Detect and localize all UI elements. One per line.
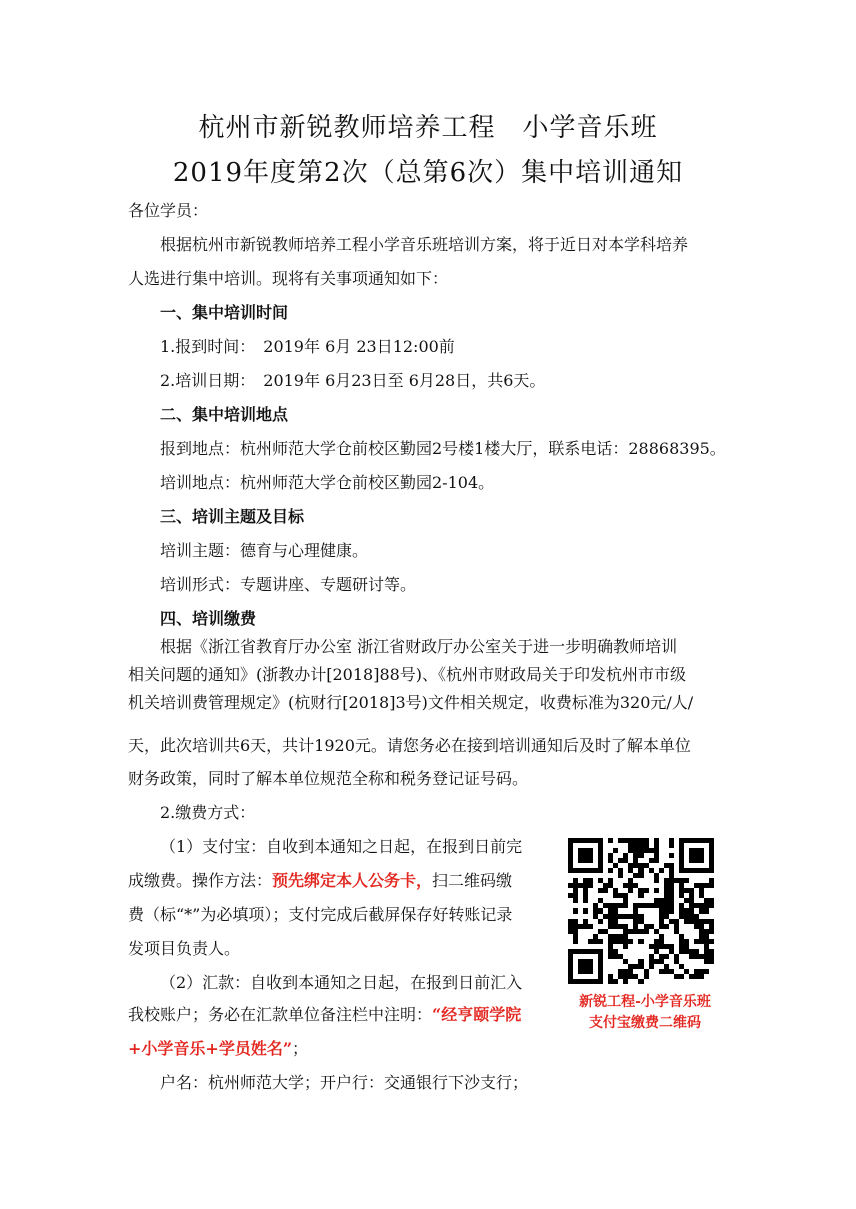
notice-title-line1: 杭州市新锐教师培养工程 小学音乐班 xyxy=(198,113,658,143)
greeting: 各位学员： xyxy=(128,201,209,220)
section3-heading: 三、培训主题及目标 xyxy=(160,507,305,526)
qr-caption xyxy=(560,992,730,1034)
qr-module xyxy=(709,979,714,984)
report-location: 报到地点：杭州师范大学仓前校区勤园2号楼1楼大厅，联系电话：28868395。 xyxy=(160,439,726,458)
alipay-qr-code-icon[interactable] xyxy=(568,838,714,984)
alipay-line2-start: 成缴费。操作方法： xyxy=(128,871,273,890)
intro-line2: 人选进行集中培训。现将有关事项通知如下： xyxy=(128,269,449,288)
remit-line3 xyxy=(128,1038,308,1060)
remit-remark-highlight-b: +小学音乐+学员姓名” xyxy=(128,1039,293,1058)
report-time: 1.报到时间： 2019年 6月 23日12:00前 xyxy=(160,337,455,356)
alipay-line3: 费（标“*”为必填项）；支付完成后截屏保存好转账记录 xyxy=(128,905,513,924)
bind-card-highlight: 预先绑定本人公务卡， xyxy=(272,871,433,890)
intro-line1: 根据杭州市新锐教师培养工程小学音乐班培训方案，将于近日对本学科培养 xyxy=(160,235,689,254)
training-location: 培训地点：杭州师范大学仓前校区勤园2-104。 xyxy=(160,473,495,492)
section1-heading: 一、集中培训时间 xyxy=(160,303,289,322)
payment-methods-heading: 2.缴费方式： xyxy=(160,803,256,822)
qr-caption-line2: 支付宝缴费二维码 xyxy=(589,1015,701,1031)
remit-line2 xyxy=(128,1004,521,1026)
alipay-line2-end: 扫二维码缴 xyxy=(432,871,513,890)
fee-paragraph-line5: 财务政策，同时了解本单位规范全称和税务登记证号码。 xyxy=(128,769,529,788)
training-theme: 培训主题：德育与心理健康。 xyxy=(160,541,369,560)
alipay-line4: 发项目负责人。 xyxy=(128,939,241,958)
alipay-line1: （1）支付宝：自收到本通知之日起，在报到日前完 xyxy=(160,837,523,856)
fee-paragraph-line1: 根据《浙江省教育厅办公室 浙江省财政厅办公室关于进一步明确教师培训 xyxy=(160,637,678,656)
remit-line1: （2）汇款：自收到本通知之日起，在报到日前汇入 xyxy=(160,973,523,992)
bank-account-line: 户名：杭州师范大学；开户行：交通银行下沙支行； xyxy=(160,1073,529,1092)
qr-caption-line1: 新锐工程-小学音乐班 xyxy=(579,994,711,1010)
training-format: 培训形式：专题讲座、专题研讨等。 xyxy=(160,575,417,594)
remit-line3-end: ； xyxy=(292,1039,309,1058)
notice-title-line2: 2019年度第2次（总第6次）集中培训通知 xyxy=(172,158,684,188)
alipay-line2 xyxy=(128,870,512,892)
section2-heading: 二、集中培训地点 xyxy=(160,405,289,424)
fee-paragraph-line2: 相关问题的通知》(浙教办计[2018]88号)、《杭州市财政局关于印发杭州市市级 xyxy=(128,665,687,684)
fee-paragraph-line4: 天，此次培训共6天，共计1920元。请您务必在接到培训通知后及时了解本单位 xyxy=(128,736,691,755)
section4-heading: 四、培训缴费 xyxy=(160,609,257,628)
remit-remark-highlight-a: “经亨颐学院 xyxy=(432,1005,522,1024)
remit-line2-start: 我校账户；务必在汇款单位备注栏中注明： xyxy=(128,1005,433,1024)
fee-paragraph-line3: 机关培训费管理规定》(杭财行[2018]3号)文件相关规定，收费标准为320元/人/ xyxy=(128,693,694,712)
training-dates: 2.培训日期： 2019年 6月23日至 6月28日，共6天。 xyxy=(160,371,546,390)
